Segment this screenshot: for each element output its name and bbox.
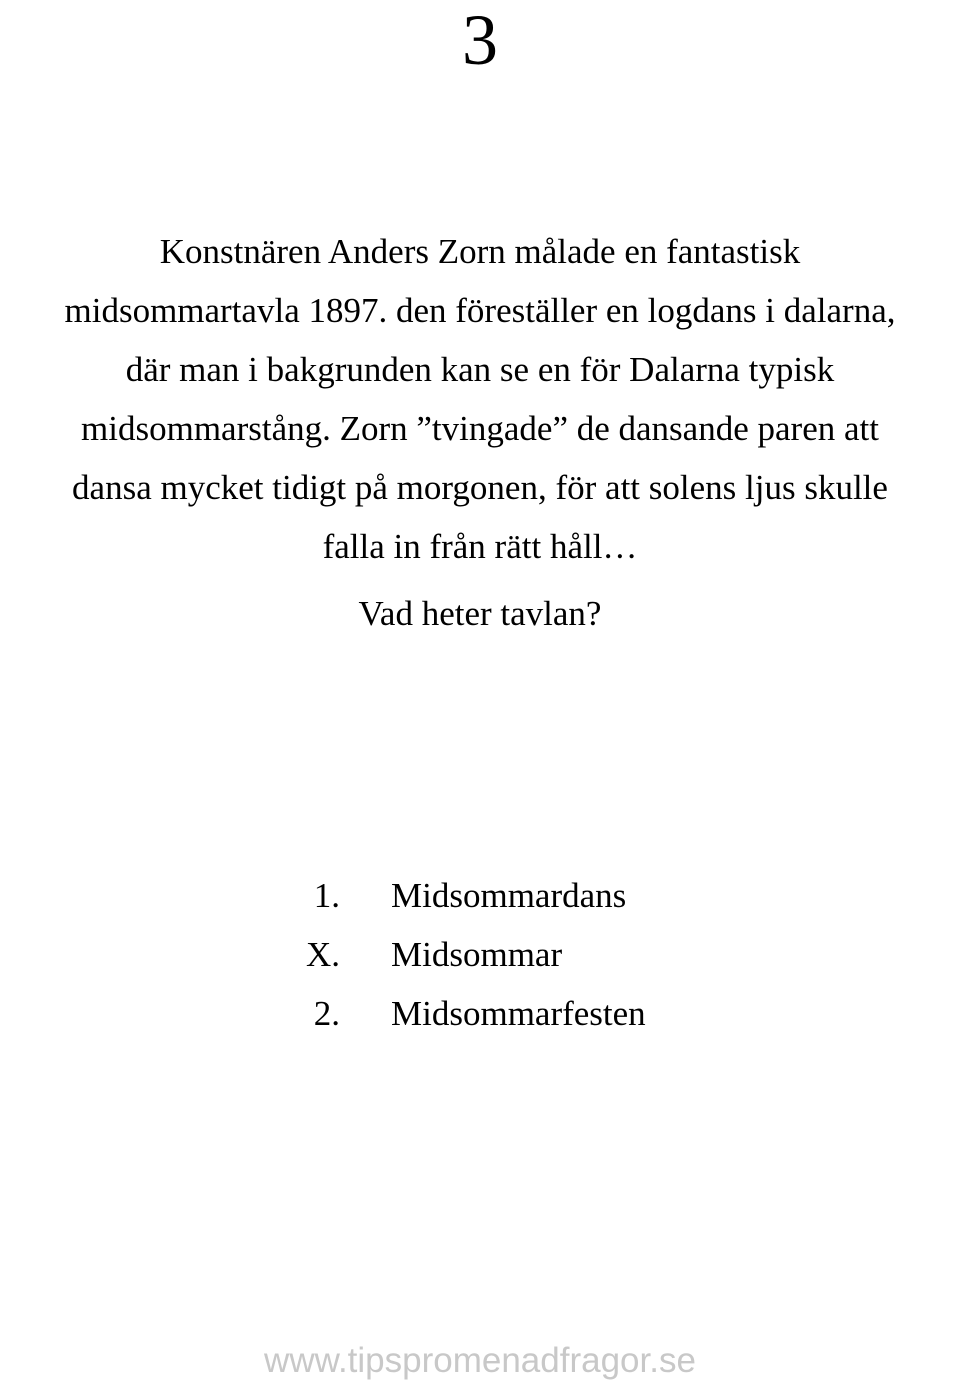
option-text: Midsommarfesten — [391, 994, 646, 1033]
body-line: midsommartavla 1897. den föreställer en logdans i dalarna, — [64, 291, 896, 330]
option-text: Midsommardans — [391, 876, 627, 915]
page-number: 3 — [462, 0, 498, 80]
body-line: falla in från rätt håll… — [322, 527, 638, 566]
body-line: dansa mycket tidigt på morgonen, för att solens ljus skulle — [72, 468, 888, 507]
option-x — [0, 925, 960, 984]
option-marker: X. — [305, 935, 340, 974]
body-line: Konstnären Anders Zorn målade en fantastisk — [159, 232, 801, 271]
option-marker: 1. — [313, 876, 340, 915]
body-line: där man i bakgrunden kan se en för Dalarna typisk — [125, 350, 835, 389]
option-1 — [0, 866, 960, 925]
question-body — [0, 222, 960, 576]
answer-options — [0, 866, 960, 1043]
website-watermark: www.tipspromenadfragor.se — [264, 1341, 696, 1380]
option-2 — [0, 984, 960, 1043]
option-marker: 2. — [313, 994, 340, 1033]
question-prompt: Vad heter tavlan? — [358, 594, 602, 633]
option-text: Midsommar — [391, 935, 563, 974]
body-line: midsommarstång. Zorn ”tvingade” de dansande paren att — [81, 409, 879, 448]
